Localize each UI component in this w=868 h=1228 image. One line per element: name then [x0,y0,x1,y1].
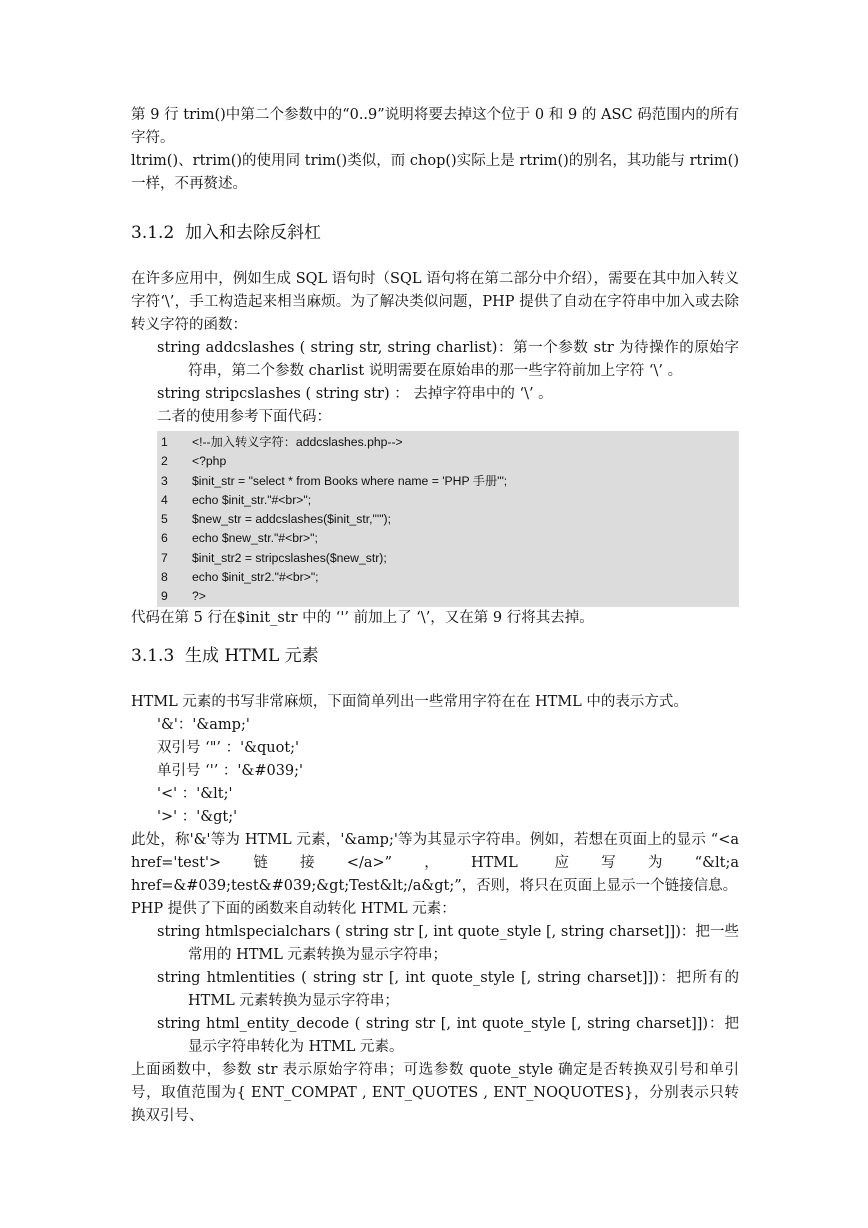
code-text: $init_str2 = stripcslashes($new_str); [192,550,387,565]
entity-double-quote: 双引号 ‘"’ ：'&quot;' [157,739,300,756]
code-block [157,431,739,607]
function-htmlentities: string htmlentities ( string str [, int quote_style [, string charset]])：把所有的 HTML 元素转换为显示字符串； [157,969,739,1009]
section-number: 3.1.3 [131,645,175,666]
section-number: 3.1.2 [131,223,175,243]
paragraph-trim-note: 第 9 行 trim()中第二个参数中的“0..9”说明将要去掉这个位于 0 和 9 的 ASC 码范围内的所有字符。 [131,107,739,146]
code-text: echo $init_str."#<br>"; [192,492,312,507]
code-intro: 二者的使用参考下面代码： [157,409,331,425]
line-number: 3 [161,473,168,488]
code-line [161,433,739,452]
code-text: $new_str = addcslashes($init_str,"'"); [192,512,391,527]
section-heading-addcslashes [131,221,739,245]
paragraph-entity-example: 此处，称'&'等为 HTML 元素，'&amp;'等为其显示字符串。例如，若想在页面上的显示 “<a href='test'>链接</a>”，HTML 应写为“&lt;a href=&#039;test&#039;&gt;Test&lt;/a&gt;”，否则，将只在页面上显示一个链接信息。 [131,831,739,894]
code-line [161,452,739,471]
entity-greater-than: '>' ：'&gt;' [157,808,238,825]
code-line [161,529,739,548]
code-text: ?> [192,589,206,604]
line-number: 4 [161,492,168,507]
line-number: 8 [161,570,168,585]
code-text: <?php [192,454,227,469]
function-addcslashes: string addcslashes ( string str, string charlist)：第一个参数 str 为待操作的原始字符串，第二个参数 charlist 说明需要在原始串的那一些字符前加上字符 ‘\’ 。 [157,340,739,379]
code-text: echo $init_str2."#<br>"; [192,570,319,585]
code-line [161,472,739,491]
line-number: 7 [161,550,168,565]
code-line [161,510,739,529]
paragraph-php-functions: PHP 提供了下面的函数来自动转化 HTML 元素： [131,900,456,917]
entity-less-than: '<' ：'&lt;' [157,785,233,802]
code-explanation: 代码在第 5 行在$init_str 中的 ‘'’ 前加上了 ‘\’，又在第 9 行将其去掉。 [131,609,594,626]
line-number: 6 [161,531,168,546]
section-title: 加入和去除反斜杠 [185,223,321,243]
entity-ampersand: '&'：'&amp;' [157,716,250,733]
line-number: 2 [161,454,168,469]
section-heading-html-elements [131,644,739,668]
code-line [161,587,739,606]
function-htmlspecialchars: string htmlspecialchars ( string str [, int quote_style [, string charset]])：把一些常用的 HTML 元素转换为显示字符串； [157,923,739,963]
line-number: 1 [161,435,168,449]
code-line [161,549,739,568]
code-text: <!--加入转义字符：addcslashes.php--> [192,435,403,449]
section-title: 生成 HTML 元素 [185,645,319,666]
function-html-entity-decode: string html_entity_decode ( string str [, int quote_style [, string charset]])：把显示字符串转化为 HTML 元素。 [157,1015,739,1055]
document-page [131,104,739,1128]
entity-single-quote: 单引号 ‘'’ ：'&#039;' [157,762,304,779]
paragraph-quote-style: 上面函数中，参数 str 表示原始字符串；可选参数 quote_style 确定是否转换双引号和单引号，取值范围为{ ENT_COMPAT , ENT_QUOTES , ENT_NOQUOTES}，分别表示只转换双引号、 [131,1061,739,1124]
paragraph-html-intro: HTML 元素的书写非常麻烦，下面简单列出一些常用字符在在 HTML 中的表示方式。 [131,693,688,710]
code-text: echo $new_str."#<br>"; [192,531,318,546]
line-number: 9 [161,589,168,604]
paragraph-ltrim-rtrim: ltrim()、rtrim()的使用同 trim()类似，而 chop()实际上是 rtrim()的别名，其功能与 rtrim()一样，不再赘述。 [131,153,739,192]
code-line [161,568,739,587]
paragraph-escape-intro: 在许多应用中，例如生成 SQL 语句时（SQL 语句将在第二部分中介绍），需要在其中加入转义字符‘\’，手工构造起来相当麻烦。为了解决类似问题，PHP 提供了自动在字符串中加入或去除转义字符的函数： [131,271,739,333]
function-stripcslashes: string stripcslashes ( string str) ： 去掉字符串中的 ‘\’ 。 [157,386,553,402]
code-text: $init_str = "select * from Books where name = 'PHP 手册'"; [192,473,508,488]
line-number: 5 [161,512,168,527]
code-line [161,491,739,510]
